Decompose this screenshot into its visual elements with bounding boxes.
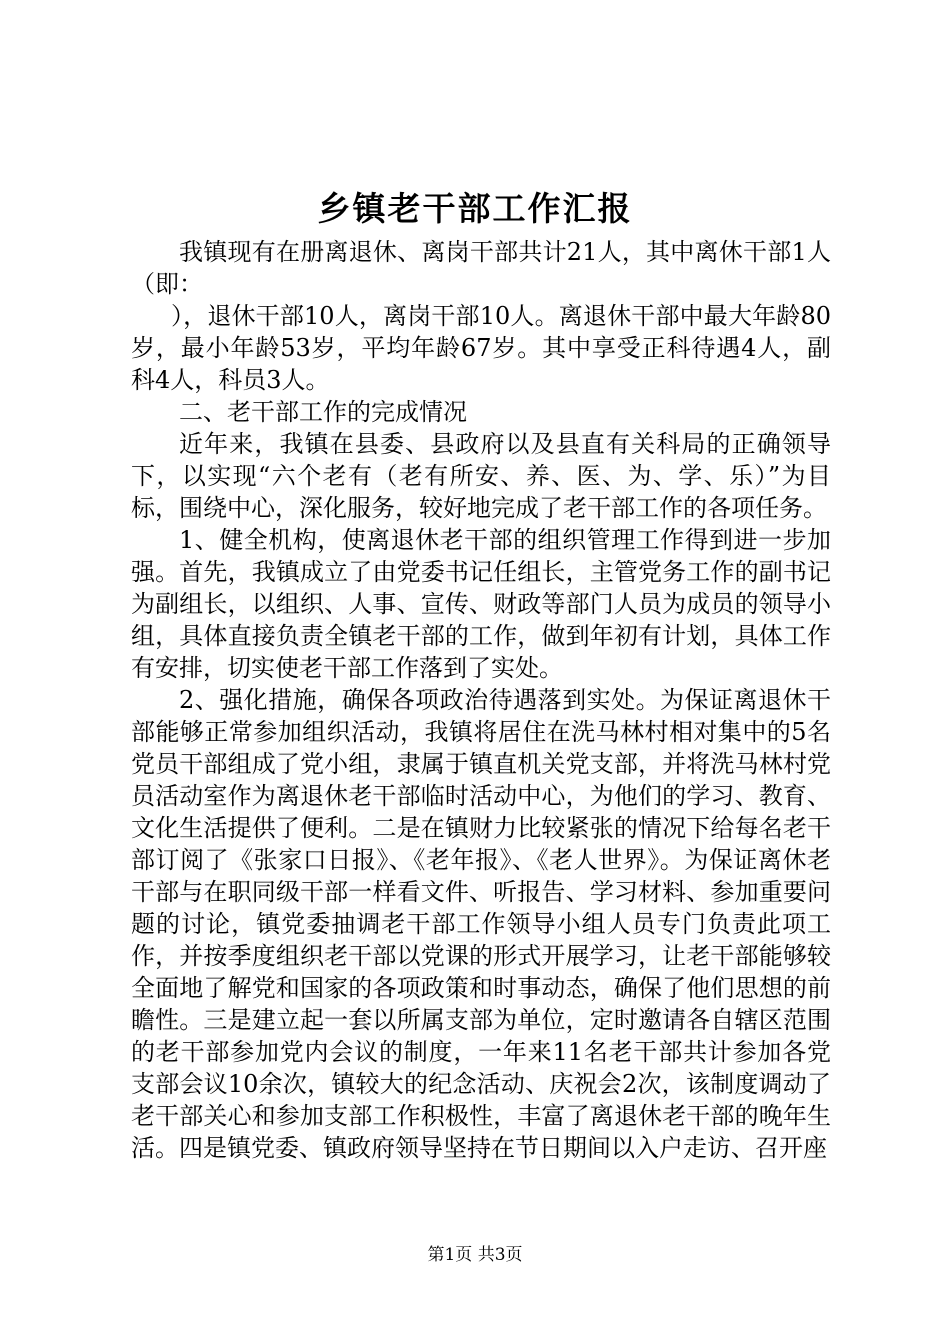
paragraph-item-1: 1、健全机构，使离退休老干部的组织管理工作得到进一步加强。首先，我镇成立了由党委书记任组长，主管党务工作的副书记为副组长，以组织、人事、宣传、财政等部门人员为成员的领导小组，具体直接负责全镇老干部的工作，做到年初有计划，具体工作有安排，切实使老干部工作落到了实处。 — [131, 526, 831, 682]
document-title: 乡镇老干部工作汇报 — [317, 189, 633, 228]
paragraph-staff-count: 我镇现有在册离退休、离岗干部共计21人，其中离休干部1人（即： — [131, 238, 831, 298]
document-body — [131, 236, 831, 1164]
paragraph-item-2: 2、强化措施，确保各项政治待遇落到实处。为保证离退休干部能够正常参加组织活动，我镇将居住在洗马林村相对集中的5名党员干部组成了党小组，隶属于镇直机关党支部，并将洗马林村党员活动室作为离退休老干部临时活动中心，为他们的学习、教育、文化生活提供了便利。二是在镇财力比较紧张的情况下给每名老干部订阅了《张家口日报》、《老年报》、《老人世界》。为保证离休老干部与在职同级干部一样看文件、听报告、学习材料、参加重要问题的讨论，镇党委抽调老干部工作领导小组人员专门负责此项工作，并按季度组织老干部以党课的形式开展学习，让老干部能够较全面地了解党和国家的各项政策和时事动态，确保了他们思想的前瞻性。三是建立起一套以所属支部为单位，定时邀请各自辖区范围的老干部参加党内会议的制度，一年来11名老干部共计参加各党支部会议10余次，镇较大的纪念活动、庆祝会2次，该制度调动了老干部关心和参加支部工作积极性，丰富了离退休老干部的晚年生活。四是镇党委、镇政府领导坚持在节日期间以入户走访、召开座 — [131, 686, 831, 1162]
page-footer: 第1页 共3页 — [427, 1245, 523, 1265]
section-heading: 二、老干部工作的完成情况 — [179, 398, 467, 426]
paragraph-overview: 近年来，我镇在县委、县政府以及县直有关科局的正确领导下，以实现“六个老有（老有所安、养、医、为、学、乐）”为目标，围绕中心，深化服务，较好地完成了老干部工作的各项任务。 — [131, 430, 831, 522]
paragraph-staff-details: ），退休干部10人，离岗干部10人。离退休干部中最大年龄80岁，最小年龄53岁，平均年龄67岁。其中享受正科待遇4人，副科4人，科员3人。 — [131, 302, 831, 394]
